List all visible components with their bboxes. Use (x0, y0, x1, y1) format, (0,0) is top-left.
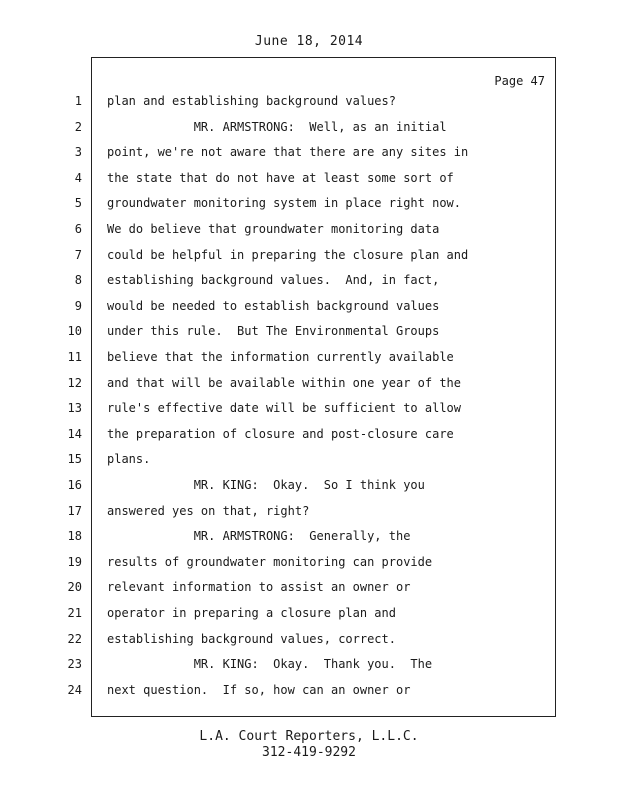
transcript-line: answered yes on that, right? (107, 504, 310, 518)
line-number: 23 (67, 657, 82, 671)
line-number: 6 (74, 222, 82, 236)
transcript-line: the state that do not have at least some sort of (107, 171, 454, 185)
transcript-line: We do believe that groundwater monitoring data (107, 222, 440, 236)
line-number: 16 (67, 478, 82, 492)
footer-phone: 312-419-9292 (262, 745, 356, 760)
line-number: 17 (67, 504, 82, 518)
transcript-line: the preparation of closure and post-closure care (107, 427, 454, 441)
line-number: 4 (74, 171, 82, 185)
transcript-line: results of groundwater monitoring can provide (107, 555, 433, 569)
line-number: 11 (67, 350, 82, 364)
line-number: 5 (74, 196, 82, 210)
line-number: 21 (67, 606, 82, 620)
transcript-line: groundwater monitoring system in place right now. (107, 196, 462, 210)
line-number: 1 (74, 94, 82, 108)
transcript-line: MR. KING: Okay. Thank you. The (107, 657, 433, 671)
line-number: 12 (67, 376, 82, 390)
line-number: 7 (74, 248, 82, 262)
transcript-line: establishing background values, correct. (107, 632, 396, 646)
line-number: 19 (67, 555, 82, 569)
transcript-line: and that will be available within one year of the (107, 376, 462, 390)
line-number: 24 (67, 683, 82, 697)
line-number: 8 (74, 273, 82, 287)
header-date: June 18, 2014 (254, 34, 364, 49)
transcript-line: establishing background values. And, in fact, (107, 273, 440, 287)
transcript-line: under this rule. But The Environmental Groups (107, 324, 440, 338)
line-number: 13 (67, 401, 82, 415)
line-number: 3 (74, 145, 82, 159)
line-number: 22 (67, 632, 82, 646)
transcript-line: plans. (107, 452, 151, 466)
transcript-line: rule's effective date will be sufficient to allow (107, 401, 462, 415)
footer-company: L.A. Court Reporters, L.L.C. (199, 729, 419, 744)
transcript-line: plan and establishing background values? (107, 94, 396, 108)
line-number: 15 (67, 452, 82, 466)
transcript-line: point, we're not aware that there are any sites in (107, 145, 469, 159)
line-number: 20 (67, 580, 82, 594)
line-number: 14 (67, 427, 82, 441)
transcript-line: relevant information to assist an owner or (107, 580, 411, 594)
page-number: Page 47 (494, 74, 545, 88)
transcript-line: MR. ARMSTRONG: Well, as an initial (107, 120, 447, 134)
transcript-line: operator in preparing a closure plan and (107, 606, 396, 620)
transcript-line: MR. KING: Okay. So I think you (107, 478, 425, 492)
transcript-line: next question. If so, how can an owner or (107, 683, 411, 697)
line-number: 2 (74, 120, 82, 134)
transcript-line: could be helpful in preparing the closure plan and (107, 248, 469, 262)
line-number: 10 (67, 324, 82, 338)
line-number: 9 (74, 299, 82, 313)
transcript-line: would be needed to establish background values (107, 299, 440, 313)
transcript-line: MR. ARMSTRONG: Generally, the (107, 529, 411, 543)
line-number: 18 (67, 529, 82, 543)
transcript-line: believe that the information currently available (107, 350, 454, 364)
